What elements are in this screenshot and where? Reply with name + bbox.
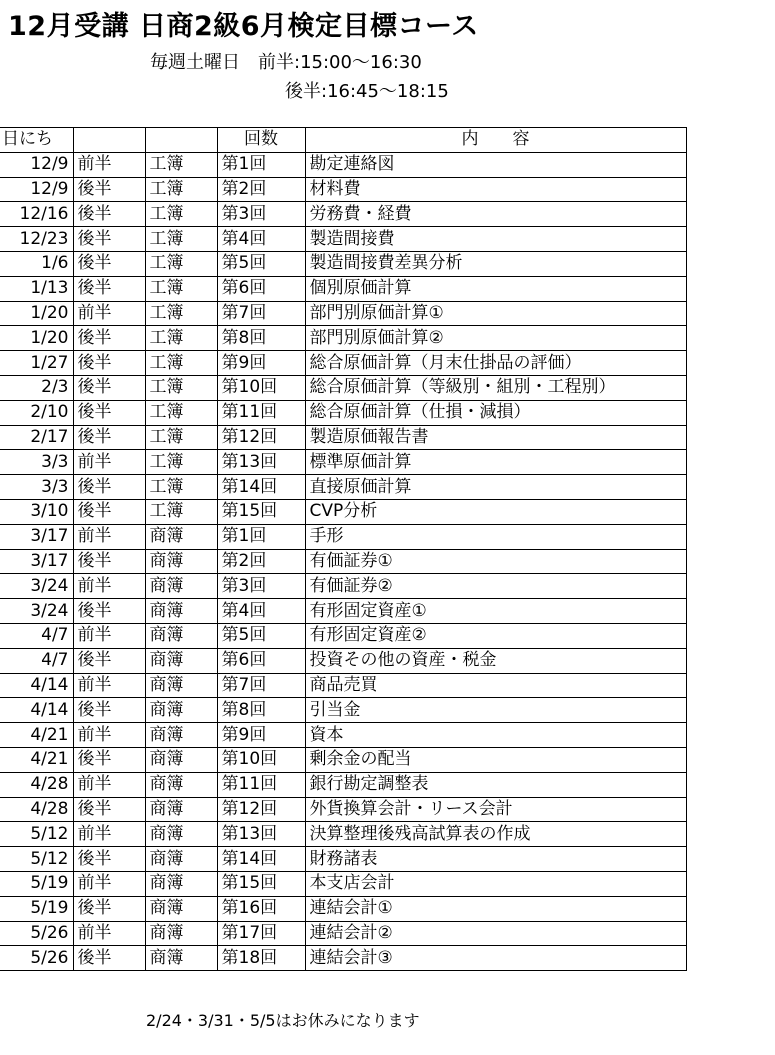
cell-book: 商簿 <box>145 623 217 648</box>
cell-number: 第11回 <box>217 400 305 425</box>
cell-book: 工簿 <box>145 425 217 450</box>
cell-topic: 材料費 <box>305 177 686 202</box>
table-row <box>0 227 686 252</box>
cell-date: 3/17 <box>0 524 73 549</box>
cell-half: 前半 <box>73 871 145 896</box>
table-row <box>0 673 686 698</box>
cell-half: 前半 <box>73 301 145 326</box>
cell-book: 工簿 <box>145 326 217 351</box>
table-row <box>0 425 686 450</box>
cell-date: 5/12 <box>0 822 73 847</box>
holiday-note: 2/24・3/31・5/5はお休みになります <box>146 1011 420 1030</box>
cell-half: 前半 <box>73 673 145 698</box>
cell-half: 後半 <box>73 648 145 673</box>
cell-half: 前半 <box>73 822 145 847</box>
header-number: 回数 <box>217 128 305 153</box>
header-content: 内 容 <box>305 128 686 153</box>
cell-topic: 部門別原価計算② <box>305 326 686 351</box>
table-row <box>0 822 686 847</box>
cell-date: 4/21 <box>0 747 73 772</box>
table-row <box>0 450 686 475</box>
cell-topic: 製造原価報告書 <box>305 425 686 450</box>
cell-book: 商簿 <box>145 599 217 624</box>
cell-topic: 標準原価計算 <box>305 450 686 475</box>
cell-date: 4/21 <box>0 723 73 748</box>
cell-date: 12/9 <box>0 152 73 177</box>
cell-book: 商簿 <box>145 871 217 896</box>
cell-number: 第12回 <box>217 797 305 822</box>
cell-number: 第8回 <box>217 698 305 723</box>
cell-topic: 手形 <box>305 524 686 549</box>
cell-topic: 部門別原価計算① <box>305 301 686 326</box>
cell-number: 第10回 <box>217 747 305 772</box>
table-row <box>0 946 686 971</box>
cell-number: 第15回 <box>217 871 305 896</box>
cell-book: 商簿 <box>145 574 217 599</box>
cell-book: 商簿 <box>145 723 217 748</box>
table-row <box>0 251 686 276</box>
cell-date: 1/13 <box>0 276 73 301</box>
cell-book: 商簿 <box>145 549 217 574</box>
cell-topic: 勘定連絡図 <box>305 152 686 177</box>
table-row <box>0 326 686 351</box>
schedule-second-half-row <box>150 77 449 103</box>
cell-book: 商簿 <box>145 946 217 971</box>
cell-number: 第16回 <box>217 896 305 921</box>
schedule-first-half: 毎週土曜日 前半:15:00～16:30 <box>150 52 422 73</box>
table-header-row <box>0 128 686 153</box>
cell-book: 工簿 <box>145 227 217 252</box>
cell-book: 商簿 <box>145 847 217 872</box>
cell-date: 4/28 <box>0 797 73 822</box>
cell-date: 1/6 <box>0 251 73 276</box>
cell-topic: 投資その他の資産・税金 <box>305 648 686 673</box>
cell-half: 後半 <box>73 499 145 524</box>
cell-number: 第3回 <box>217 202 305 227</box>
cell-topic: 総合原価計算（等級別・組別・工程別） <box>305 375 686 400</box>
table-row <box>0 301 686 326</box>
cell-date: 5/26 <box>0 946 73 971</box>
cell-half: 後半 <box>73 227 145 252</box>
cell-date: 1/20 <box>0 326 73 351</box>
cell-date: 4/7 <box>0 648 73 673</box>
cell-number: 第14回 <box>217 847 305 872</box>
cell-book: 工簿 <box>145 202 217 227</box>
cell-half: 前半 <box>73 574 145 599</box>
table-row <box>0 623 686 648</box>
cell-book: 工簿 <box>145 177 217 202</box>
cell-number: 第5回 <box>217 623 305 648</box>
cell-date: 2/17 <box>0 425 73 450</box>
cell-book: 工簿 <box>145 375 217 400</box>
cell-half: 後半 <box>73 747 145 772</box>
cell-topic: 剰余金の配当 <box>305 747 686 772</box>
cell-topic: 個別原価計算 <box>305 276 686 301</box>
table-row <box>0 202 686 227</box>
cell-half: 後半 <box>73 946 145 971</box>
cell-half: 後半 <box>73 351 145 376</box>
page-title: 12月受講 日商2級6月検定目標コース <box>8 11 479 42</box>
cell-number: 第1回 <box>217 524 305 549</box>
cell-book: 工簿 <box>145 475 217 500</box>
cell-number: 第15回 <box>217 499 305 524</box>
cell-topic: 連結会計② <box>305 921 686 946</box>
cell-date: 5/19 <box>0 896 73 921</box>
cell-topic: 総合原価計算（仕損・減損） <box>305 400 686 425</box>
cell-topic: 連結会計① <box>305 896 686 921</box>
cell-topic: 労務費・経費 <box>305 202 686 227</box>
cell-half: 前半 <box>73 524 145 549</box>
cell-date: 4/14 <box>0 673 73 698</box>
cell-half: 後半 <box>73 375 145 400</box>
cell-book: 工簿 <box>145 351 217 376</box>
table-row <box>0 351 686 376</box>
cell-book: 工簿 <box>145 301 217 326</box>
cell-half: 前半 <box>73 152 145 177</box>
cell-date: 4/7 <box>0 623 73 648</box>
cell-half: 後半 <box>73 599 145 624</box>
cell-book: 商簿 <box>145 673 217 698</box>
cell-book: 商簿 <box>145 772 217 797</box>
cell-date: 1/27 <box>0 351 73 376</box>
cell-number: 第12回 <box>217 425 305 450</box>
cell-book: 商簿 <box>145 648 217 673</box>
cell-book: 商簿 <box>145 896 217 921</box>
cell-date: 5/12 <box>0 847 73 872</box>
cell-number: 第6回 <box>217 648 305 673</box>
cell-book: 商簿 <box>145 822 217 847</box>
table-row <box>0 475 686 500</box>
table-row <box>0 276 686 301</box>
table-row <box>0 524 686 549</box>
cell-book: 工簿 <box>145 276 217 301</box>
cell-half: 後半 <box>73 251 145 276</box>
cell-book: 工簿 <box>145 400 217 425</box>
cell-half: 後半 <box>73 202 145 227</box>
cell-number: 第4回 <box>217 599 305 624</box>
table-row <box>0 772 686 797</box>
table-row <box>0 747 686 772</box>
table-row <box>0 698 686 723</box>
cell-date: 3/17 <box>0 549 73 574</box>
cell-date: 3/3 <box>0 475 73 500</box>
table-row <box>0 921 686 946</box>
cell-number: 第9回 <box>217 351 305 376</box>
cell-half: 後半 <box>73 177 145 202</box>
cell-number: 第8回 <box>217 326 305 351</box>
cell-topic: 決算整理後残高試算表の作成 <box>305 822 686 847</box>
cell-date: 12/23 <box>0 227 73 252</box>
cell-topic: CVP分析 <box>305 499 686 524</box>
cell-topic: 製造間接費 <box>305 227 686 252</box>
cell-topic: 本支店会計 <box>305 871 686 896</box>
cell-number: 第10回 <box>217 375 305 400</box>
cell-book: 工簿 <box>145 450 217 475</box>
cell-date: 1/20 <box>0 301 73 326</box>
cell-number: 第18回 <box>217 946 305 971</box>
cell-number: 第4回 <box>217 227 305 252</box>
cell-number: 第2回 <box>217 549 305 574</box>
cell-topic: 外貨換算会計・リース会計 <box>305 797 686 822</box>
cell-date: 12/16 <box>0 202 73 227</box>
table-body <box>0 152 686 970</box>
cell-date: 4/28 <box>0 772 73 797</box>
cell-book: 商簿 <box>145 747 217 772</box>
cell-number: 第13回 <box>217 450 305 475</box>
cell-topic: 財務諸表 <box>305 847 686 872</box>
cell-half: 前半 <box>73 723 145 748</box>
cell-book: 工簿 <box>145 251 217 276</box>
cell-number: 第11回 <box>217 772 305 797</box>
cell-half: 後半 <box>73 847 145 872</box>
cell-half: 後半 <box>73 276 145 301</box>
cell-date: 5/19 <box>0 871 73 896</box>
table-row <box>0 896 686 921</box>
cell-number: 第7回 <box>217 673 305 698</box>
table-row <box>0 871 686 896</box>
header-book <box>145 128 217 153</box>
cell-number: 第17回 <box>217 921 305 946</box>
cell-number: 第9回 <box>217 723 305 748</box>
cell-date: 4/14 <box>0 698 73 723</box>
cell-number: 第14回 <box>217 475 305 500</box>
cell-number: 第2回 <box>217 177 305 202</box>
cell-half: 後半 <box>73 797 145 822</box>
cell-topic: 商品売買 <box>305 673 686 698</box>
cell-half: 前半 <box>73 772 145 797</box>
cell-date: 3/3 <box>0 450 73 475</box>
cell-topic: 有価証券① <box>305 549 686 574</box>
cell-date: 2/3 <box>0 375 73 400</box>
table-row <box>0 574 686 599</box>
cell-half: 後半 <box>73 549 145 574</box>
cell-topic: 連結会計③ <box>305 946 686 971</box>
header-date: 日にち <box>0 128 73 153</box>
cell-book: 工簿 <box>145 499 217 524</box>
cell-topic: 有価証券② <box>305 574 686 599</box>
table-row <box>0 847 686 872</box>
table-row <box>0 152 686 177</box>
cell-half: 後半 <box>73 896 145 921</box>
cell-book: 工簿 <box>145 152 217 177</box>
cell-number: 第6回 <box>217 276 305 301</box>
cell-book: 商簿 <box>145 524 217 549</box>
table-row <box>0 400 686 425</box>
table-row <box>0 599 686 624</box>
cell-topic: 製造間接費差異分析 <box>305 251 686 276</box>
table-row <box>0 499 686 524</box>
cell-number: 第1回 <box>217 152 305 177</box>
cell-topic: 銀行勘定調整表 <box>305 772 686 797</box>
header-half <box>73 128 145 153</box>
course-schedule-table <box>0 127 687 971</box>
cell-topic: 引当金 <box>305 698 686 723</box>
cell-number: 第5回 <box>217 251 305 276</box>
schedule-second-half: 後半:16:45～18:15 <box>285 81 449 102</box>
table-row <box>0 177 686 202</box>
cell-topic: 直接原価計算 <box>305 475 686 500</box>
cell-half: 後半 <box>73 475 145 500</box>
cell-number: 第13回 <box>217 822 305 847</box>
cell-topic: 有形固定資産① <box>305 599 686 624</box>
cell-half: 後半 <box>73 698 145 723</box>
cell-number: 第3回 <box>217 574 305 599</box>
cell-half: 後半 <box>73 425 145 450</box>
table-row <box>0 375 686 400</box>
cell-half: 後半 <box>73 400 145 425</box>
cell-topic: 有形固定資産② <box>305 623 686 648</box>
cell-date: 3/24 <box>0 574 73 599</box>
cell-date: 3/24 <box>0 599 73 624</box>
cell-date: 3/10 <box>0 499 73 524</box>
cell-book: 商簿 <box>145 698 217 723</box>
cell-number: 第7回 <box>217 301 305 326</box>
cell-date: 12/9 <box>0 177 73 202</box>
cell-book: 商簿 <box>145 921 217 946</box>
cell-date: 5/26 <box>0 921 73 946</box>
table-row <box>0 648 686 673</box>
cell-book: 商簿 <box>145 797 217 822</box>
cell-topic: 総合原価計算（月末仕掛品の評価） <box>305 351 686 376</box>
cell-half: 後半 <box>73 326 145 351</box>
cell-half: 前半 <box>73 921 145 946</box>
cell-half: 前半 <box>73 623 145 648</box>
table-row <box>0 549 686 574</box>
table-row <box>0 797 686 822</box>
cell-topic: 資本 <box>305 723 686 748</box>
table-row <box>0 723 686 748</box>
cell-date: 2/10 <box>0 400 73 425</box>
cell-half: 前半 <box>73 450 145 475</box>
